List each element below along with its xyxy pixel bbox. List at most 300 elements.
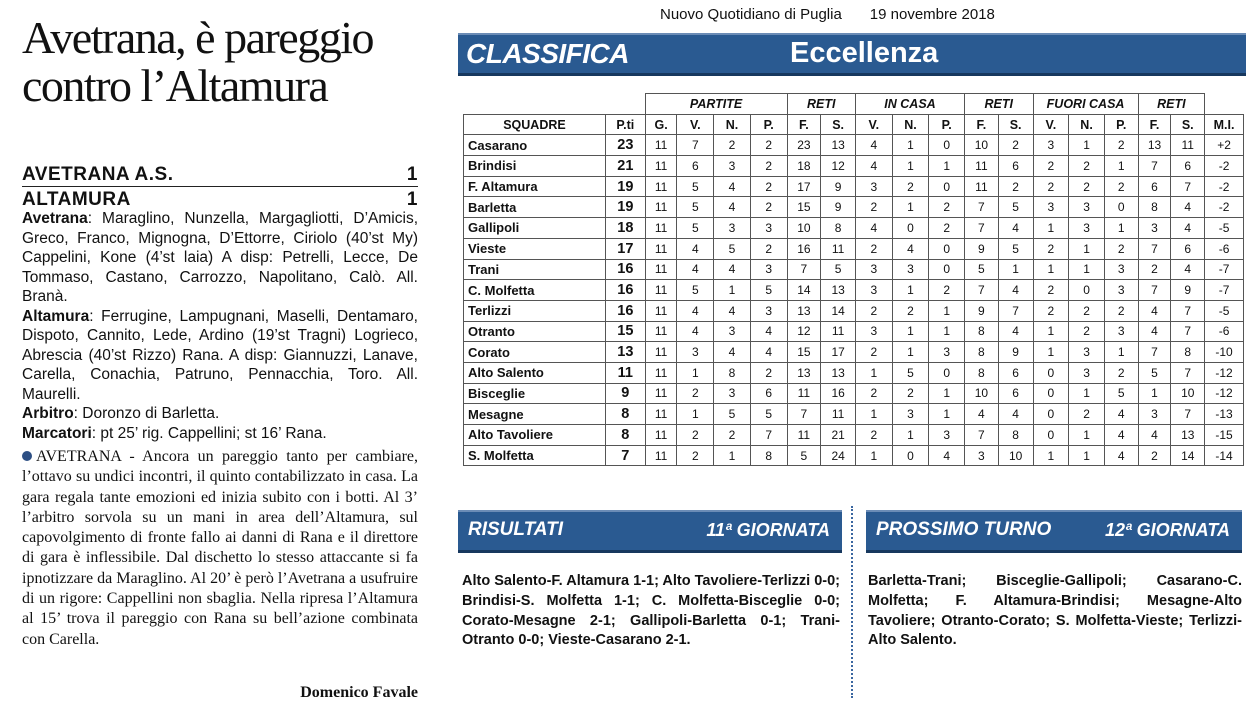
stat-cell: 3 (714, 156, 751, 177)
stat-cell: 2 (929, 218, 965, 239)
stat-cell: -2 (1205, 156, 1244, 177)
stat-cell: 3 (750, 300, 787, 321)
stat-cell: 0 (929, 135, 965, 156)
stat-cell: 4 (1104, 425, 1138, 446)
stat-cell: 1 (1104, 218, 1138, 239)
stat-cell: -15 (1205, 425, 1244, 446)
stat-cell: 21 (821, 425, 856, 446)
article-headline (22, 14, 422, 111)
stat-cell: 8 (965, 362, 999, 383)
lineup-altamura (22, 307, 418, 405)
stat-cell: 6 (998, 362, 1033, 383)
column-divider (851, 506, 853, 698)
next-round-number: 12ª GIORNATA (1104, 520, 1230, 540)
stat-cell: 1 (929, 404, 965, 425)
stat-cell: 1 (1104, 156, 1138, 177)
stat-cell: 1 (892, 156, 929, 177)
stat-cell: 13 (787, 362, 821, 383)
team-points: 16 (605, 300, 645, 321)
team-points: 15 (605, 321, 645, 342)
stat-cell: 1 (855, 404, 892, 425)
team-name: Corato (464, 342, 606, 363)
stat-cell: 5 (714, 404, 751, 425)
table-row (464, 156, 1244, 177)
stat-cell: 7 (965, 425, 999, 446)
stat-cell: 0 (1033, 425, 1069, 446)
stat-cell: 1 (677, 404, 714, 425)
group-header: RETI (1138, 94, 1205, 115)
stat-cell: 4 (1104, 404, 1138, 425)
stat-cell: 18 (787, 156, 821, 177)
stat-cell: 9 (821, 197, 856, 218)
lineup-label: Altamura (22, 307, 90, 325)
headline-line: Avetrana, è pareggio (22, 12, 374, 63)
table-row (464, 300, 1244, 321)
stat-cell: 3 (677, 342, 714, 363)
team-points: 8 (605, 425, 645, 446)
stat-cell: 1 (929, 156, 965, 177)
stat-cell: 11 (1171, 135, 1205, 156)
stat-cell: 2 (750, 362, 787, 383)
stat-cell: 9 (998, 342, 1033, 363)
stat-cell: 10 (787, 218, 821, 239)
stat-cell: 2 (750, 135, 787, 156)
stat-cell: 17 (821, 342, 856, 363)
stat-cell: 1 (892, 280, 929, 301)
publication-name: Nuovo Quotidiano di Puglia (660, 6, 842, 23)
stat-cell: 2 (1069, 321, 1105, 342)
column-header: M.I. (1205, 114, 1244, 135)
stat-cell: 2 (855, 383, 892, 404)
stat-cell: -2 (1205, 176, 1244, 197)
article-lead: AVETRANA (36, 448, 122, 465)
stat-cell: 7 (1138, 280, 1171, 301)
stat-cell: 4 (714, 259, 751, 280)
column-header: N. (1069, 114, 1105, 135)
stat-cell: 1 (677, 362, 714, 383)
stat-cell: 6 (998, 156, 1033, 177)
column-header: V. (855, 114, 892, 135)
stat-cell: 24 (821, 445, 856, 466)
stat-cell: 2 (892, 176, 929, 197)
stat-cell: 2 (1033, 280, 1069, 301)
stat-cell: 4 (1138, 321, 1171, 342)
stat-cell: 16 (821, 383, 856, 404)
stat-cell: 2 (677, 383, 714, 404)
table-row (464, 445, 1244, 466)
stat-cell: 10 (998, 445, 1033, 466)
stat-cell: 13 (1138, 135, 1171, 156)
stat-cell: 1 (1033, 259, 1069, 280)
stat-cell: 2 (1104, 300, 1138, 321)
stat-cell: 2 (1069, 176, 1105, 197)
stat-cell: 11 (645, 280, 677, 301)
results-label: RISULTATI (468, 519, 563, 540)
stat-cell: 11 (645, 342, 677, 363)
stat-cell: 5 (998, 238, 1033, 259)
stat-cell: 14 (1171, 445, 1205, 466)
stat-cell: 23 (787, 135, 821, 156)
stat-cell: 3 (1033, 197, 1069, 218)
stat-cell: 1 (1069, 383, 1105, 404)
stat-cell: 1 (1138, 383, 1171, 404)
stat-cell: 2 (998, 176, 1033, 197)
stat-cell: 2 (750, 176, 787, 197)
stat-cell: 4 (1138, 425, 1171, 446)
table-row (464, 218, 1244, 239)
stat-cell: 2 (677, 445, 714, 466)
stat-cell: 8 (998, 425, 1033, 446)
stat-cell: 1 (929, 321, 965, 342)
stat-cell: 2 (892, 383, 929, 404)
stat-cell: 4 (892, 238, 929, 259)
stat-cell: 0 (1033, 383, 1069, 404)
stat-cell: 11 (645, 135, 677, 156)
table-row (464, 342, 1244, 363)
stat-cell: 8 (1138, 197, 1171, 218)
stat-cell: 2 (1069, 156, 1105, 177)
stat-cell: 1 (892, 197, 929, 218)
stat-cell: 5 (1138, 362, 1171, 383)
stat-cell: 4 (998, 218, 1033, 239)
stat-cell: 3 (714, 218, 751, 239)
bullet-icon (22, 451, 32, 461)
stat-cell: 13 (787, 300, 821, 321)
stat-cell: 2 (1104, 238, 1138, 259)
stat-cell: 10 (1171, 383, 1205, 404)
stat-cell: 4 (855, 218, 892, 239)
stat-cell: 3 (855, 321, 892, 342)
column-header: F. (1138, 114, 1171, 135)
team-name: C. Molfetta (464, 280, 606, 301)
next-round-text: Barletta-Trani; Bisceglie-Gallipoli; Casarano-C. Molfetta; F. Altamura-Brindisi; Mesagne-Alto Tavoliere; Otranto-Corato; S. Molfetta-Vieste; Terlizzi-Alto Salento. (868, 573, 1242, 649)
stat-cell: 1 (929, 300, 965, 321)
column-header: V. (1033, 114, 1069, 135)
stat-cell: 4 (677, 259, 714, 280)
stat-cell: 5 (677, 197, 714, 218)
team-points: 16 (605, 280, 645, 301)
stat-cell: 3 (1069, 218, 1105, 239)
stat-cell: 2 (855, 425, 892, 446)
stat-cell: 3 (1069, 342, 1105, 363)
stat-cell: 7 (998, 300, 1033, 321)
stat-cell: 11 (645, 197, 677, 218)
stat-cell: 0 (929, 176, 965, 197)
stat-cell: 5 (677, 176, 714, 197)
stat-cell: 11 (645, 362, 677, 383)
table-row (464, 135, 1244, 156)
stat-cell: 1 (998, 259, 1033, 280)
stat-cell: 3 (1104, 280, 1138, 301)
stat-cell: 5 (1104, 383, 1138, 404)
stat-cell: 7 (1138, 156, 1171, 177)
stat-cell: 7 (1171, 321, 1205, 342)
stat-cell: 1 (929, 383, 965, 404)
stat-cell: 0 (929, 362, 965, 383)
stat-cell: 0 (929, 259, 965, 280)
stat-cell: 4 (1171, 218, 1205, 239)
stat-cell: 15 (787, 197, 821, 218)
stat-cell: 8 (965, 321, 999, 342)
stat-cell: 0 (929, 238, 965, 259)
stat-cell: 3 (1138, 218, 1171, 239)
stat-cell: -5 (1205, 218, 1244, 239)
stat-cell: 14 (787, 280, 821, 301)
home-goals: 1 (406, 164, 418, 185)
scorers (22, 424, 418, 444)
league-name: Eccellenza (790, 37, 939, 69)
group-header: RETI (965, 94, 1033, 115)
stat-cell: 2 (1033, 300, 1069, 321)
stat-cell: -12 (1205, 362, 1244, 383)
stat-cell: 4 (750, 342, 787, 363)
team-points: 11 (605, 362, 645, 383)
column-header: F. (787, 114, 821, 135)
stat-cell: 11 (645, 218, 677, 239)
team-points: 21 (605, 156, 645, 177)
stat-cell: -14 (1205, 445, 1244, 466)
column-header: V. (677, 114, 714, 135)
stat-cell: 11 (645, 238, 677, 259)
stat-cell: 2 (714, 425, 751, 446)
stat-cell: 1 (1104, 342, 1138, 363)
stat-cell: 2 (1104, 362, 1138, 383)
stat-cell: 7 (1138, 238, 1171, 259)
stat-cell: 11 (645, 383, 677, 404)
stat-cell: 2 (1104, 176, 1138, 197)
stat-cell: 13 (1171, 425, 1205, 446)
column-header: P. (750, 114, 787, 135)
stat-cell: 4 (965, 404, 999, 425)
stat-cell: 3 (892, 259, 929, 280)
stat-cell: 0 (1033, 362, 1069, 383)
lineup-text: : Maraglino, Nunzella, Margagliotti, D’Amicis, Greco, Franco, Mignogna, D’Ettorre, Ciriolo (40’st My) Cappelini, Kone (4’st laia) A disp: Petrelli, Lecce, De Tommaso, Castano, Carrozzo, Napolitano, Calò. All. Branà. (22, 210, 418, 305)
stat-cell: 9 (965, 238, 999, 259)
stat-cell: 4 (998, 404, 1033, 425)
stat-cell: 5 (750, 280, 787, 301)
stat-cell: 8 (1171, 342, 1205, 363)
stat-cell: 2 (929, 197, 965, 218)
column-header: S. (998, 114, 1033, 135)
column-header: S. (821, 114, 856, 135)
team-name: F. Altamura (464, 176, 606, 197)
stat-cell: 3 (750, 259, 787, 280)
stat-cell: 1 (892, 425, 929, 446)
stat-cell: 2 (750, 197, 787, 218)
stat-cell: 5 (821, 259, 856, 280)
stat-cell: 3 (929, 425, 965, 446)
stat-cell: 6 (677, 156, 714, 177)
team-points: 8 (605, 404, 645, 425)
stat-cell: 8 (750, 445, 787, 466)
stat-cell: 1 (1069, 135, 1105, 156)
team-name: Mesagne (464, 404, 606, 425)
standings-banner (458, 33, 1246, 76)
stat-cell: 4 (750, 321, 787, 342)
stat-cell: 2 (855, 300, 892, 321)
table-row (464, 321, 1244, 342)
stat-cell: 7 (1171, 176, 1205, 197)
stat-cell: 6 (998, 383, 1033, 404)
stat-cell: 10 (965, 135, 999, 156)
stat-cell: 0 (1104, 197, 1138, 218)
stat-cell: 8 (965, 342, 999, 363)
stat-cell: 11 (821, 404, 856, 425)
group-header: FUORI CASA (1033, 94, 1138, 115)
column-header: S. (1171, 114, 1205, 135)
stat-cell: -7 (1205, 280, 1244, 301)
stat-cell: 1 (892, 342, 929, 363)
table-row (464, 197, 1244, 218)
stat-cell: 7 (1171, 362, 1205, 383)
table-row (464, 404, 1244, 425)
away-goals: 1 (406, 189, 418, 210)
stat-cell: 11 (645, 321, 677, 342)
stat-cell: 10 (965, 383, 999, 404)
stat-cell: 3 (1069, 362, 1105, 383)
stat-cell: 5 (750, 404, 787, 425)
stat-cell: 7 (965, 218, 999, 239)
team-name: Otranto (464, 321, 606, 342)
team-points: 23 (605, 135, 645, 156)
team-points: 7 (605, 445, 645, 466)
stat-cell: 3 (892, 404, 929, 425)
article-text: - Ancora un pareggio tanto per cambiare, l’ottavo su undici incontri, il quinto contabilizzato in casa. La gara regala tante emozioni ed inizia subito con i botti. Al 3’ l’arbitro sorvola su un mani in area dell’Altamura, sul capovolgimento di fronte fallo ai danni di Rana e il direttore di gara è inflessibile. Dal dischetto lo stesso attaccante si fa ipnotizzare da Maraglino. Al 20’ è però l’Avetrana a usufruire di un rigore: Cappellini non sbaglia. Nella ripresa l’Altamura al 15’ trova il pareggio con Rana su bell’azione combinata con Carella. (22, 448, 418, 648)
stat-cell: -13 (1205, 404, 1244, 425)
stat-cell: 2 (750, 238, 787, 259)
team-name: Alto Salento (464, 362, 606, 383)
stat-cell: 1 (1033, 218, 1069, 239)
stat-cell: 9 (1171, 280, 1205, 301)
stat-cell: 5 (677, 218, 714, 239)
stat-cell: 11 (645, 300, 677, 321)
stat-cell: 0 (892, 218, 929, 239)
publication-date: 19 novembre 2018 (869, 6, 995, 23)
article-body (22, 447, 418, 650)
team-points: 13 (605, 342, 645, 363)
team-points: 19 (605, 197, 645, 218)
stat-cell: 4 (714, 197, 751, 218)
stat-cell: 2 (998, 135, 1033, 156)
stat-cell: 12 (787, 321, 821, 342)
stat-cell: 11 (787, 425, 821, 446)
results-text: Alto Salento-F. Altamura 1-1; Alto Tavoliere-Terlizzi 0-0; Brindisi-S. Molfetta 1-1; C. Molfetta-Bisceglie 0-0; Corato-Mesagne 2-1; Gallipoli-Barletta 0-1; Trani-Otranto 0-0; Vieste-Casarano 2-1. (462, 573, 840, 649)
team-name: Trani (464, 259, 606, 280)
stat-cell: 4 (855, 156, 892, 177)
stat-cell: 5 (714, 238, 751, 259)
column-header-row (464, 114, 1244, 135)
stat-cell: 11 (821, 238, 856, 259)
stat-cell: 6 (1171, 238, 1205, 259)
team-points: 19 (605, 176, 645, 197)
stat-cell: -6 (1205, 321, 1244, 342)
home-score-row (22, 164, 418, 186)
stat-cell: 9 (965, 300, 999, 321)
stat-cell: 4 (1171, 259, 1205, 280)
table-row (464, 383, 1244, 404)
stat-cell: 7 (787, 259, 821, 280)
stat-cell: 11 (645, 259, 677, 280)
away-score-row (22, 189, 418, 211)
team-name: Terlizzi (464, 300, 606, 321)
column-header: N. (892, 114, 929, 135)
lineup-text: : Ferrugine, Lampugnani, Maselli, Dentamaro, Dispoto, Cannito, Lede, Ardino (19’st Tragni) Logrieco, Abrescia (40’st Rizzo) Rana. A disp: Giannuzzi, Lanave, Carella, Conachia, Patruno, Pennacchia, Toro. All. Maurelli. (22, 307, 418, 403)
headline-line: contro l’Altamura (22, 60, 328, 112)
stat-cell: 4 (998, 280, 1033, 301)
table-row (464, 362, 1244, 383)
stat-cell: 5 (965, 259, 999, 280)
stat-cell: 13 (821, 135, 856, 156)
stat-cell: 1 (1033, 321, 1069, 342)
referee (22, 404, 418, 424)
stat-cell: 1 (892, 135, 929, 156)
team-name: Alto Tavoliere (464, 425, 606, 446)
stat-cell: 1 (714, 445, 751, 466)
stat-cell: 7 (677, 135, 714, 156)
stat-cell: 8 (714, 362, 751, 383)
stat-cell: 3 (1138, 404, 1171, 425)
stat-cell: 3 (855, 280, 892, 301)
stat-cell: 4 (714, 342, 751, 363)
stat-cell: 4 (677, 300, 714, 321)
publication-info (660, 6, 1023, 23)
stat-cell: 11 (645, 176, 677, 197)
stat-cell: 5 (677, 280, 714, 301)
stat-cell: 3 (1104, 259, 1138, 280)
column-header: N. (714, 114, 751, 135)
group-header: PARTITE (645, 94, 787, 115)
stat-cell: 4 (677, 321, 714, 342)
stat-cell: -12 (1205, 383, 1244, 404)
table-row (464, 176, 1244, 197)
stat-cell: 2 (855, 197, 892, 218)
team-name: Gallipoli (464, 218, 606, 239)
stat-cell: 11 (645, 156, 677, 177)
stat-cell: 4 (714, 176, 751, 197)
stat-cell: 4 (929, 445, 965, 466)
next-round-banner (866, 510, 1242, 553)
stat-cell: 11 (965, 156, 999, 177)
stat-cell: 1 (1069, 425, 1105, 446)
stat-cell: 1 (1069, 445, 1105, 466)
stat-cell: 1 (714, 280, 751, 301)
stat-cell: 1 (1069, 238, 1105, 259)
stat-cell: 5 (892, 362, 929, 383)
stat-cell: 5 (998, 197, 1033, 218)
stat-cell: 2 (1033, 156, 1069, 177)
stat-cell: 16 (787, 238, 821, 259)
stat-cell: 2 (855, 342, 892, 363)
stat-cell: 7 (1171, 300, 1205, 321)
stat-cell: 0 (1069, 280, 1105, 301)
table-row (464, 280, 1244, 301)
match-report (22, 209, 418, 443)
stat-cell: 3 (714, 321, 751, 342)
stat-cell: 11 (645, 445, 677, 466)
stat-cell: 3 (929, 342, 965, 363)
stat-cell: -10 (1205, 342, 1244, 363)
team-name: Vieste (464, 238, 606, 259)
stat-cell: 3 (1033, 135, 1069, 156)
stat-cell: 4 (714, 300, 751, 321)
column-header: P. (929, 114, 965, 135)
stat-cell: 3 (1104, 321, 1138, 342)
stat-cell: 7 (965, 280, 999, 301)
stat-cell: -7 (1205, 259, 1244, 280)
team-name: Barletta (464, 197, 606, 218)
stat-cell: 1 (1033, 342, 1069, 363)
stat-cell: 11 (645, 425, 677, 446)
